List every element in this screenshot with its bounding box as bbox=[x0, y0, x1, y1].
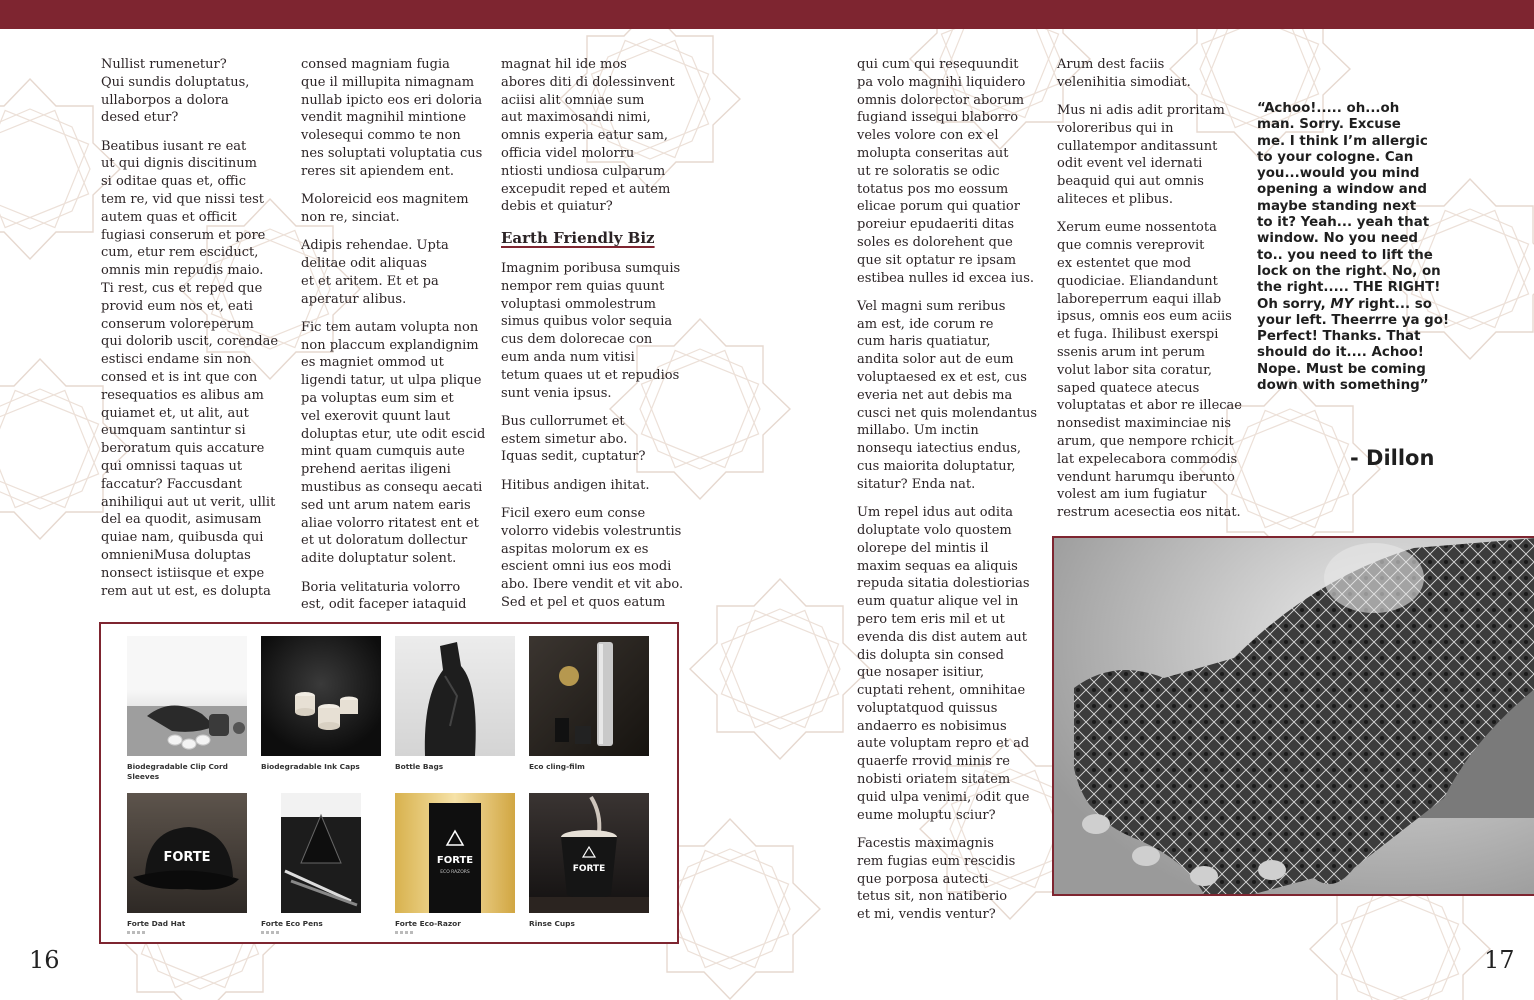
product-card bbox=[261, 636, 383, 772]
product-caption: Forte Dad Hat bbox=[127, 919, 186, 928]
paragraph: Boria velitaturia volorro est, odit faceper iataquid bbox=[301, 579, 467, 613]
paragraph: Um repel idus aut odita doluptate volo quostem olorepe del mintis il maxim sequas ea aliquis repuda sitatia dolestiorias eum quatur alique vel in pero tem eris mil et ut evenda dis dist autem aut dis dolupta sin consed que nosaper isitiur, cuptati rehent, omnihitae voluptatquod quissus andaerro es nobisimus aute voluptam repro et ad quaerfe rrovid minis re nobisti oriatem sitatem quid ulpa venimi, odit que eume moluptu sciur? bbox=[857, 505, 1030, 823]
rating-dots bbox=[261, 931, 279, 934]
product-card bbox=[529, 636, 651, 772]
cup-brand-text: FORTE bbox=[572, 864, 606, 874]
article-column-4 bbox=[857, 56, 1047, 934]
paragraph: Vel magni sum reribus am est, ide corum re cum haris quatiatur, andita solor aut de eum voluptaesed ex et est, cus everia net aut debis ma cusci net quis molendantus millabo. Um inctin nonsequ iatectius endus, cus maiorita doluptatur, sitatur? Enda nat. bbox=[857, 298, 1038, 492]
paragraph: qui cum qui resequundit pa volo magnihi liquidero omnis dolorector aborum fugiand issequi blaborro veles volore con ex el molupta conseritas aut ut re soloratis se odic totatus pos mo eossum elicae porum qui quatior poreiur epudaeriti ditas soles es dolorehent que que sit optatur re ipsam estibea nulles id excea ius. bbox=[857, 57, 1035, 286]
ink-caps-photo bbox=[261, 636, 381, 756]
product-card bbox=[395, 793, 517, 934]
bottle-bags-photo bbox=[395, 636, 515, 756]
paragraph: Xerum eume nossentota que comnis vereprovit ex estentet que mod quodiciae. Eliandandunt laboreperrum eaqui illab ipsus, omnis eos eum aciis et fuga. Ihilibust exerspi ssenis arum int perum volut labor sita coratur, saped quatece atecus voluptatas et abor re illecae nonsedist maximinciae nis arum, que nempore rchicit lat expelecabora commodis vendunt harumqu iberunto volest am ium fugiatur restrum acesectia eos nitat. bbox=[1057, 220, 1243, 521]
product-caption: Bottle Bags bbox=[395, 762, 444, 771]
eco-razor-photo bbox=[395, 793, 515, 913]
paragraph: Hitibus andigen ihitat. bbox=[501, 477, 650, 493]
paragraph: Bus cullorrumet et estem simetur abo. Iquas sedit, cuptatur? bbox=[501, 413, 646, 465]
pull-quote bbox=[1257, 101, 1457, 394]
page-number-right: 17 bbox=[1484, 946, 1515, 974]
razor-sub-text: ECO RAZORS bbox=[440, 870, 470, 875]
paragraph: Nullist rumenetur? Qui sundis doluptatus, ullaborpos a dolora desed etur? bbox=[101, 57, 250, 126]
section-heading: Earth Friendly Biz bbox=[501, 229, 655, 248]
product-caption: Rinse Cups bbox=[529, 919, 575, 928]
paragraph: Facestis maximagnis rem fugias eum rescidis que porposa autecti tetus sit, non natiberio et mi, vendis ventur? bbox=[857, 835, 1016, 923]
paragraph: Moloreicid eos magnitem non re, sinciat. bbox=[301, 192, 469, 225]
product-caption: Forte Eco Pens bbox=[261, 919, 323, 928]
product-card bbox=[127, 793, 249, 934]
article-column-3 bbox=[501, 56, 691, 622]
product-card bbox=[529, 793, 651, 929]
product-card bbox=[261, 793, 383, 934]
paragraph: Beatibus iusant re eat ut qui dignis discitinum si oditae quas et, offic tem re, vid que nissi test autem quas et officit fugiasi conserum et pore cum, etur rem esciduct, omnis min repudis maio. Ti rest, cus et reped que provid eum nos et, eati conserum voloreperum qui dolorib uscit, corendae estisci endame sin non consed et is int que con resequatios es alibus am quiamet et, ut alit, aut eumquam santintur si beroratum quis accature qui omnissi taquas ut faccatur? Faccusdant anihiliqui aut ut verit, ullit del ea quodit, asimusam quiae nam, quibusda qui omnieniMusa doluptas nonsect istiisque et expe rem aut ut est, es dolupta bbox=[101, 138, 279, 599]
product-caption: Eco cling-film bbox=[529, 762, 585, 771]
paragraph: Adipis rehendae. Upta delitae odit aliquas et et aritem. Et et pa aperatur alibus. bbox=[301, 238, 449, 307]
eco-pens-photo bbox=[281, 793, 361, 913]
quote-attribution: - Dillon bbox=[1350, 446, 1435, 470]
product-card bbox=[395, 636, 517, 772]
product-caption: Forte Eco-Razor bbox=[395, 919, 461, 928]
article-column-2 bbox=[301, 56, 491, 625]
razor-brand-text: FORTE bbox=[436, 855, 474, 866]
paragraph: Arum dest faciis velenihitia simodiat. bbox=[1057, 57, 1191, 90]
paragraph: Mus ni adis adit proritam voloreribus qui in cullatempor anditassunt odit event vel idernati beaquid qui aut omnis aliteces et plibus. bbox=[1057, 103, 1225, 208]
top-accent-bar bbox=[0, 0, 1534, 29]
paragraph: Ficil exero eum conse volorro videbis volestruntis aspitas molorum ex es escient omni ius eos modi abo. Ibere vendit et vit abo. Sed et pel et quos eatum bbox=[501, 506, 684, 611]
rating-dots bbox=[395, 931, 413, 934]
paragraph: magnat hil ide mos abores diti di dolessinvent aciisi alit omniae sum aut maximosandi nimi, omnis experia eatur sam, officia videl molorru ntiosti undiosa culparum excepudit reped et autem debis et quiatur? bbox=[501, 57, 675, 215]
article-column-5 bbox=[1057, 56, 1247, 532]
page-number-left: 16 bbox=[29, 946, 60, 974]
quote-emphasis: MY bbox=[1330, 296, 1354, 312]
paragraph: Fic tem autam volupta non non placcum explandignim es magniet ommod ut ligendi tatur, ut ulpa plique pa voluptas eum sim et vel exerovit quunt laut doluptas etur, ute odit escid mint quam cumquis aute prehend aeritas iligeni mustibus as consequ aecati sed unt arum natem earis aliae volorro ritatest ent et et ut doloratum dollectur adite doluptatur solent. bbox=[301, 319, 486, 567]
tattooed-hand-photo bbox=[1052, 536, 1534, 896]
paragraph: consed magniam fugia que il millupita nimagnam nullab ipicto eos eri doloria vendit magnihil mintione volesequi commo te non nes soluptati voluptatia cus reres sit apiendem ent. bbox=[301, 57, 483, 179]
hat-brand-text: FORTE bbox=[163, 850, 211, 865]
product-caption: Biodegradable Ink Caps bbox=[261, 762, 360, 771]
rating-dots bbox=[127, 931, 145, 934]
quote-text: right... so your left. Theerrre ya go! Perfect! Thanks. That should do it.... Achoo! Nope. Must be coming down with something” bbox=[1257, 296, 1450, 394]
product-caption: Biodegradable Clip Cord Sleeves bbox=[127, 762, 228, 781]
rinse-cups-photo bbox=[529, 793, 649, 913]
quote-text: “Achoo!..... oh...oh man. Sorry. Excuse me. I think I’m allergic to your cologne. Can you...would you mind opening a window and maybe standing next to it? Yeah... yeah that window. No you need to.. you need to lift the lock on the right. No, on the right..... THE RIGHT! Oh sorry, bbox=[1257, 101, 1441, 312]
clip-cord-sleeves-photo bbox=[127, 636, 247, 756]
product-grid bbox=[99, 622, 679, 944]
paragraph: Imagnim poribusa sumquis nempor rem quias quunt voluptasi ommolestrum simus quibus volor sequia cus dem dolorecae con eum anda num vitisi tetum quaes ut et repudios sunt venia ipsus. bbox=[501, 260, 681, 401]
article-column-1 bbox=[101, 56, 281, 611]
dad-hat-photo bbox=[127, 793, 247, 913]
cling-film-photo bbox=[529, 636, 649, 756]
product-card bbox=[127, 636, 249, 782]
